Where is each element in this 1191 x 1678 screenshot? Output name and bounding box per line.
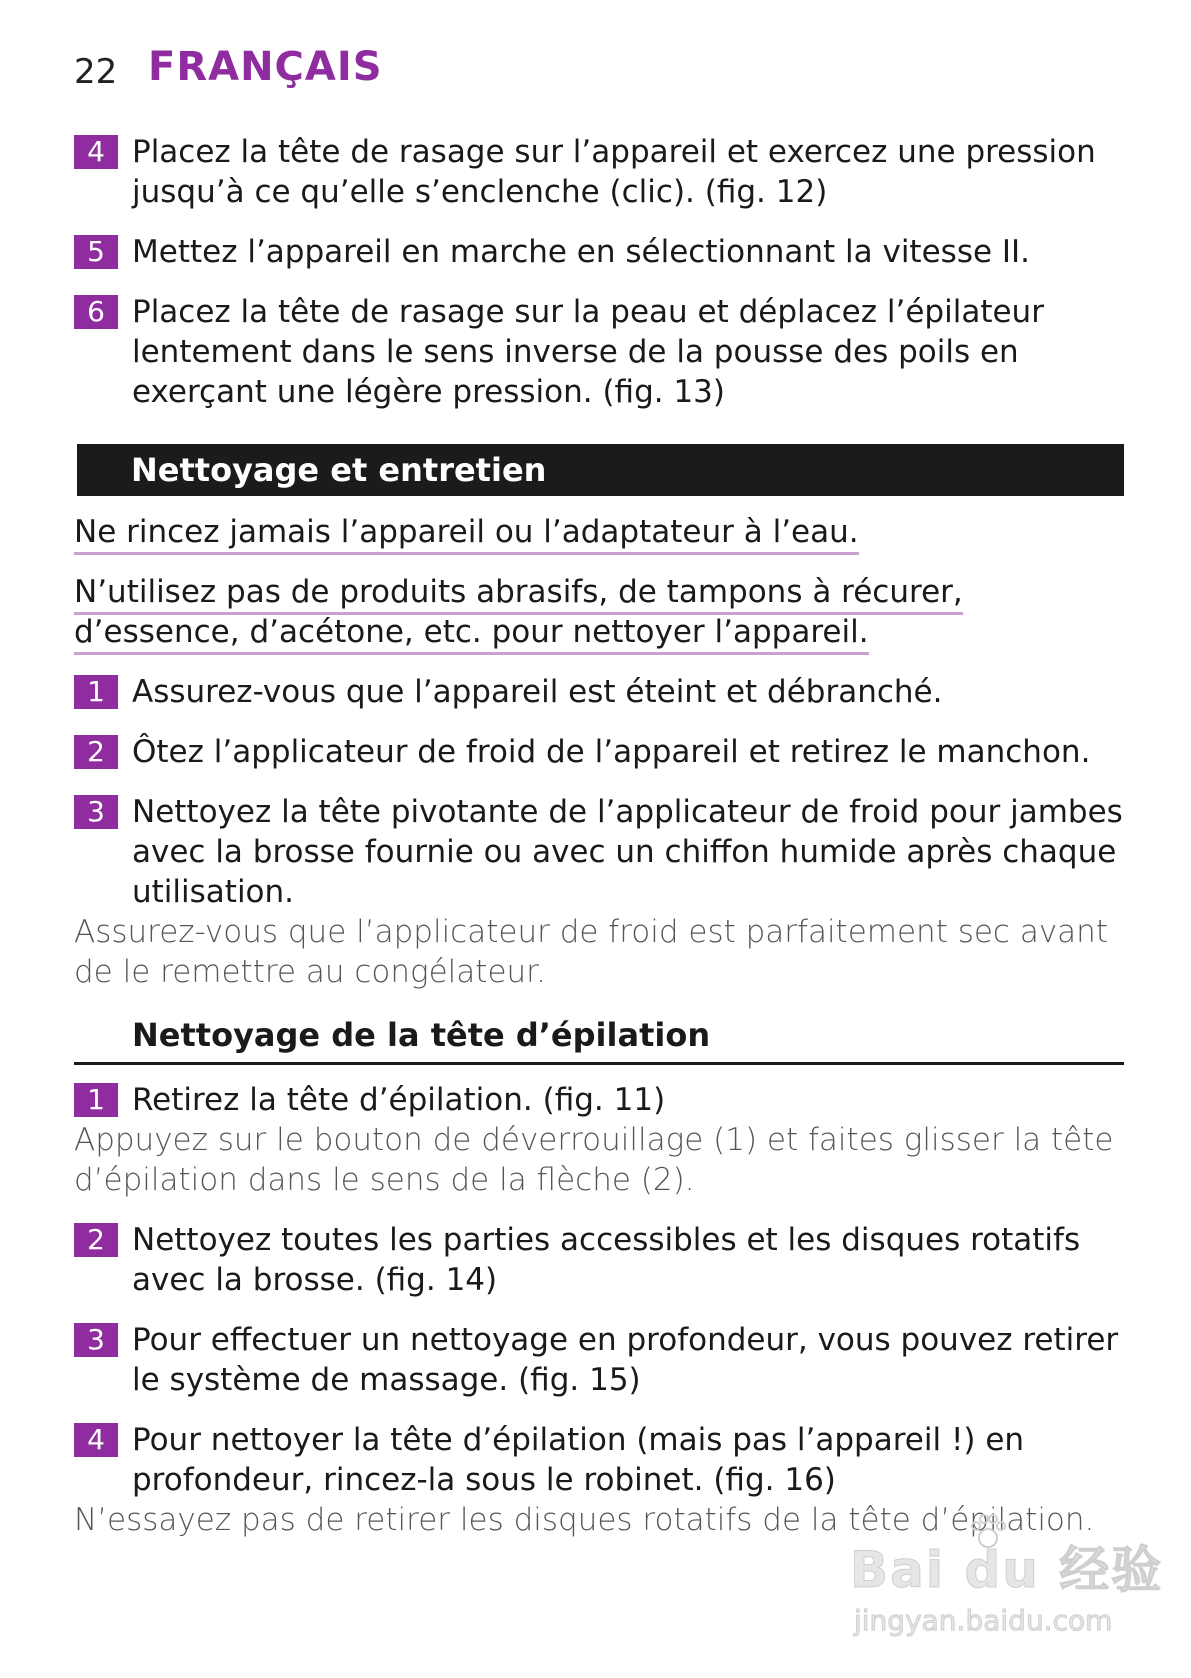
step-item [74, 1220, 1124, 1300]
step-number-badge: 5 [74, 235, 118, 269]
step-number-badge: 2 [74, 735, 118, 769]
step-item [74, 732, 1124, 772]
step-text: Retirez la tête d’épilation. (fig. 11) [132, 1082, 666, 1118]
watermark-url: jingyan.baidu.com [854, 1604, 1113, 1637]
watermark [850, 1530, 1164, 1650]
note-text: Appuyez sur le bouton de déverrouillage (1) et faites glisser la tête d’épilation dans le sens de la flèche (2). [74, 1122, 1114, 1198]
step-item [74, 1420, 1124, 1500]
step-text: Pour effectuer un nettoyage en profondeur, vous pouvez retirer le système de massage. (fig. 15) [132, 1322, 1119, 1398]
step-item [74, 132, 1124, 212]
step-item [74, 672, 1124, 712]
step-item [74, 1320, 1124, 1400]
subsection-title: Nettoyage de la tête d’épilation [132, 1016, 711, 1054]
step-number-badge: 4 [74, 1423, 118, 1457]
note-text: Assurez-vous que l’applicateur de froid est parfaitement sec avant de le remettre au congélateur. [74, 914, 1108, 990]
step-number-badge: 1 [74, 1083, 118, 1117]
step-item [74, 1080, 1124, 1120]
step-item [74, 792, 1124, 912]
step-text: Mettez l’appareil en marche en sélectionnant la vitesse II. [132, 234, 1031, 270]
step-item [74, 232, 1124, 272]
section-heading-bar [77, 444, 1124, 496]
note-text: N’essayez pas de retirer les disques rotatifs de la tête d’épilation. [74, 1502, 1095, 1538]
warning-line: Ne rincez jamais l’appareil ou l’adaptateur à l’eau. [74, 514, 859, 555]
language-title: FRANÇAIS [148, 44, 383, 90]
step-text: Pour nettoyer la tête d’épilation (mais pas l’appareil !) en profondeur, rincez-la sous le robinet. (fig. 16) [132, 1422, 1025, 1498]
step-text: Nettoyez toutes les parties accessibles et les disques rotatifs avec la brosse. (fig. 14) [132, 1222, 1081, 1298]
step-number-badge: 3 [74, 795, 118, 829]
step-text: Assurez-vous que l’appareil est éteint et débranché. [132, 674, 943, 710]
step-text: Ôtez l’applicateur de froid de l’appareil et retirez le manchon. [132, 734, 1091, 770]
step-text: Placez la tête de rasage sur la peau et déplacez l’épilateur lentement dans le sens inverse de la pousse des poils en exerçant une légère pression. (fig. 13) [132, 294, 1044, 410]
step-number-badge: 4 [74, 135, 118, 169]
step-text: Placez la tête de rasage sur l’appareil et exercez une pression jusqu’à ce qu’elle s’enclenche (clic). (fig. 12) [132, 134, 1096, 210]
warning-line: N’utilisez pas de produits abrasifs, de tampons à récurer, d’essence, d’acétone, etc. pour nettoyer l’appareil. [74, 574, 963, 655]
page-number: 22 [74, 52, 118, 92]
warning-text [74, 512, 1124, 552]
step-number-badge: 2 [74, 1223, 118, 1257]
step-item [74, 292, 1124, 412]
section-title: Nettoyage et entretien [131, 451, 547, 489]
step-number-badge: 1 [74, 675, 118, 709]
subsection-heading [74, 1016, 1124, 1065]
watermark-brand: Bai du 经验 [850, 1541, 1164, 1599]
warning-text [74, 572, 1124, 652]
step-number-badge: 6 [74, 295, 118, 329]
step-number-badge: 3 [74, 1323, 118, 1357]
step-text: Nettoyez la tête pivotante de l’applicateur de froid pour jambes avec la brosse fournie ou avec un chiffon humide après chaque utilisation. [132, 794, 1123, 910]
